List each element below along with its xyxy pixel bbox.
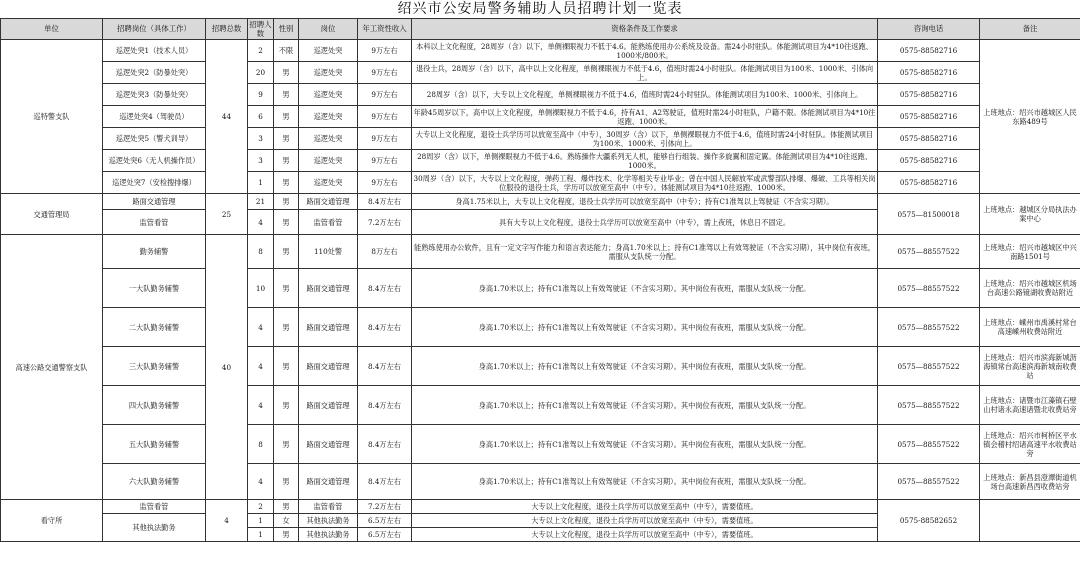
salary-cell: 9万左右 — [358, 172, 412, 194]
gender-cell: 男 — [274, 172, 299, 194]
salary-cell: 9万左右 — [358, 128, 412, 150]
count-cell: 4 — [248, 464, 274, 500]
post-cell: 巡逻处突2（防暴处突） — [103, 62, 206, 84]
header-requirements: 资格条件及工作要求 — [412, 19, 878, 40]
gender-cell: 男 — [274, 84, 299, 106]
salary-cell: 8.4万左右 — [358, 308, 412, 347]
post-cell: 二大队勤务辅警 — [103, 308, 206, 347]
post-cell: 巡逻处突4（驾驶员） — [103, 106, 206, 128]
phone-cell: 0575—88557522 — [878, 235, 980, 269]
note-cell — [980, 500, 1080, 542]
note-cell: 上班地点：绍兴市越城区中兴南路1501号 — [980, 235, 1080, 269]
station-cell: 110处警 — [299, 235, 358, 269]
page-title: 绍兴市公安局警务辅助人员招聘计划一览表 — [397, 1, 683, 17]
total-cell: 25 — [206, 194, 248, 235]
table-row — [1, 464, 1080, 500]
gender-cell: 男 — [274, 528, 299, 542]
requirements-cell: 身高1.70米以上；持有C1准驾以上有效驾驶证（不含实习期）。其中岗位有夜班，需服从支队统一分配。 — [412, 386, 878, 425]
gender-cell: 男 — [274, 106, 299, 128]
requirements-cell: 退役士兵，28周岁（含）以下，高中以上文化程度，单侧裸眼视力不低于4.6，值班时需24小时驻队。体能测试项目为100米、1000米、引体向上。 — [412, 62, 878, 84]
phone-cell: 0575—88557522 — [878, 425, 980, 464]
count-cell: 4 — [248, 308, 274, 347]
salary-cell: 8.4万左右 — [358, 425, 412, 464]
recruitment-table — [0, 18, 1080, 542]
unit-cell: 交通管理局 — [1, 194, 103, 235]
salary-cell: 6.5万左右 — [358, 514, 412, 528]
unit-cell: 巡特警支队 — [1, 40, 103, 194]
gender-cell: 男 — [274, 62, 299, 84]
post-cell: 监管看管 — [103, 500, 206, 514]
table-row — [1, 62, 1080, 84]
gender-cell: 男 — [274, 464, 299, 500]
unit-cell: 看守所 — [1, 500, 103, 542]
phone-cell: 0575—81500018 — [878, 194, 980, 235]
phone-cell: 0575-88582716 — [878, 172, 980, 194]
count-cell: 10 — [248, 269, 274, 308]
count-cell: 3 — [248, 128, 274, 150]
post-cell: 路面交通管理 — [103, 194, 206, 210]
total-cell: 4 — [206, 500, 248, 542]
count-cell: 1 — [248, 514, 274, 528]
table-row — [1, 235, 1080, 269]
salary-cell: 7.2万左右 — [358, 210, 412, 235]
post-cell: 巡逻处突3（防暴处突） — [103, 84, 206, 106]
count-cell: 20 — [248, 62, 274, 84]
salary-cell: 9万左右 — [358, 150, 412, 172]
table-row — [1, 308, 1080, 347]
post-cell: 监管看管 — [103, 210, 206, 235]
post-cell: 三大队勤务辅警 — [103, 347, 206, 386]
gender-cell: 男 — [274, 425, 299, 464]
station-cell: 巡逻处突 — [299, 172, 358, 194]
table-row — [1, 386, 1080, 425]
count-cell: 3 — [248, 150, 274, 172]
salary-cell: 9万左右 — [358, 106, 412, 128]
requirements-cell: 大专以上文化程度，退役士兵学历可以放宽至高中（中专），30周岁（含）以下，单侧裸眼视力不低于4.6，值班时需24小时驻队。体能测试项目为100米、1000米、引体向上。 — [412, 128, 878, 150]
station-cell: 巡逻处突 — [299, 62, 358, 84]
phone-cell: 0575-88582716 — [878, 106, 980, 128]
note-cell: 上班地点：新昌县澄潭街道机场台高速新昌西收费站旁 — [980, 464, 1080, 500]
header-count: 招聘人数 — [249, 19, 272, 38]
table-row — [1, 500, 1080, 514]
salary-cell: 8万左右 — [358, 235, 412, 269]
post-cell: 巡逻处突5（警犬训导） — [103, 128, 206, 150]
station-cell: 路面交通管理 — [299, 464, 358, 500]
table-row — [1, 194, 1080, 210]
note-cell: 上班地点：越城区分局执法办案中心 — [980, 194, 1080, 235]
salary-cell: 8.4万左右 — [358, 269, 412, 308]
gender-cell: 男 — [274, 235, 299, 269]
phone-cell: 0575-88582716 — [878, 40, 980, 62]
gender-cell: 男 — [274, 386, 299, 425]
salary-cell: 9万左右 — [358, 40, 412, 62]
count-cell: 8 — [248, 425, 274, 464]
station-cell: 巡逻处突 — [299, 150, 358, 172]
requirements-cell: 大专以上文化程度，退役士兵学历可以放宽至高中（中专），需要值班。 — [412, 514, 878, 528]
table-row — [1, 172, 1080, 194]
gender-cell: 女 — [274, 514, 299, 528]
header-station: 岗位 — [299, 19, 358, 40]
count-cell: 4 — [248, 210, 274, 235]
station-cell: 其他执法勤务 — [299, 514, 358, 528]
count-cell: 2 — [248, 500, 274, 514]
table-row — [1, 347, 1080, 386]
header-gender: 性别 — [274, 19, 299, 40]
requirements-cell: 身高1.75米以上，大专以上文化程度，退役士兵学历可以放宽至高中（中专）；持有C1准驾以上驾驶证（不含实习期）。 — [412, 194, 878, 210]
salary-cell: 9万左右 — [358, 84, 412, 106]
note-cell: 上班地点：绍兴市越城区人民东路489号 — [980, 40, 1080, 194]
phone-cell: 0575—88557522 — [878, 386, 980, 425]
table-row — [1, 269, 1080, 308]
phone-cell: 0575-88582716 — [878, 62, 980, 84]
station-cell: 巡逻处突 — [299, 128, 358, 150]
requirements-cell: 身高1.70米以上；持有C1准驾以上有效驾驶证（不含实习期）。其中岗位有夜班，需服从支队统一分配。 — [412, 269, 878, 308]
station-cell: 路面交通管理 — [299, 269, 358, 308]
post-cell: 巡逻处突6（无人机操作员） — [103, 150, 206, 172]
salary-cell: 6.5万左右 — [358, 528, 412, 542]
phone-cell: 0575-88582716 — [878, 150, 980, 172]
station-cell: 路面交通管理 — [299, 308, 358, 347]
note-cell: 上班地点：绍兴市越城区机场台高速公路镜湖收费站附近 — [980, 269, 1080, 308]
phone-cell: 0575-88582716 — [878, 128, 980, 150]
count-cell: 4 — [248, 386, 274, 425]
post-cell: 四大队勤务辅警 — [103, 386, 206, 425]
requirements-cell: 本科以上文化程度，28周岁（含）以下，单侧裸眼视力不低于4.6。能熟练使用办公系统及设备。需24小时驻队。体能测试项目为4*10往返跑、1000米/800米。 — [412, 40, 878, 62]
phone-cell: 0575-88582652 — [878, 500, 980, 542]
gender-cell: 男 — [274, 194, 299, 210]
gender-cell: 男 — [274, 128, 299, 150]
note-cell: 上班地点：嵊州市禹溪村常台高速嵊州收费站附近 — [980, 308, 1080, 347]
phone-cell: 0575—88557522 — [878, 269, 980, 308]
requirements-cell: 年龄45周岁以下，高中以上文化程度，单侧裸眼视力不低于4.6，持有A1、A2驾驶证，值班时需24小时驻队，户籍不限。体能测试项目为4*10往返跑、1000米。 — [412, 106, 878, 128]
requirements-cell: 身高1.70米以上；持有C1准驾以上有效驾驶证（不含实习期）。其中岗位有夜班，需服从支队统一分配。 — [412, 347, 878, 386]
note-cell: 上班地点：绍兴市柯桥区平水镇会稽村绍诸高速平水收费站旁 — [980, 425, 1080, 464]
total-cell: 44 — [206, 40, 248, 194]
gender-cell: 不限 — [274, 40, 299, 62]
requirements-cell: 大专以上文化程度，退役士兵学历可以放宽至高中（中专），需要值班。 — [412, 500, 878, 514]
unit-cell: 高速公路交通警察支队 — [1, 235, 103, 500]
salary-cell: 9万左右 — [358, 62, 412, 84]
station-cell: 路面交通管理 — [299, 194, 358, 210]
station-cell: 路面交通管理 — [299, 386, 358, 425]
station-cell: 路面交通管理 — [299, 425, 358, 464]
table-row — [1, 106, 1080, 128]
salary-cell: 8.4万左右 — [358, 347, 412, 386]
phone-cell: 0575—88557522 — [878, 308, 980, 347]
gender-cell: 男 — [274, 347, 299, 386]
station-cell: 路面交通管理 — [299, 347, 358, 386]
count-cell: 4 — [248, 347, 274, 386]
post-cell: 其他执法勤务 — [103, 514, 206, 542]
header-post: 招聘岗位（具体工作） — [103, 19, 206, 40]
note-cell: 上班地点：诸暨市江藻镇石壁山村诸永高速诸暨北收费站旁 — [980, 386, 1080, 425]
gender-cell: 男 — [274, 150, 299, 172]
gender-cell: 男 — [274, 210, 299, 235]
requirements-cell: 身高1.70米以上；持有C1准驾以上有效驾驶证（不含实习期）。其中岗位有夜班，需服从支队统一分配。 — [412, 308, 878, 347]
note-cell: 上班地点：绍兴市滨海新城沥海镇常台高速滨海新城南收费站 — [980, 347, 1080, 386]
post-cell: 巡逻处突1（技术人员） — [103, 40, 206, 62]
post-cell: 六大队勤务辅警 — [103, 464, 206, 500]
table-row — [1, 40, 1080, 62]
requirements-cell: 28周岁（含）以下，单侧裸眼视力不低于4.6。熟练操作大疆系列无人机，能够自行组装、操作多旋翼和固定翼。体能测试项目为4*10往返跑、1000米。 — [412, 150, 878, 172]
phone-cell: 0575-88582716 — [878, 84, 980, 106]
station-cell: 巡逻处突 — [299, 106, 358, 128]
post-cell: 勤务辅警 — [103, 235, 206, 269]
count-cell: 8 — [248, 235, 274, 269]
requirements-cell: 能熟练使用办公软件，且有一定文字写作能力和语言表达能力；身高1.70米以上；持有C1准驾以上有效驾驶证（不含实习期），其中岗位有夜班，需服从支队统一分配。 — [412, 235, 878, 269]
salary-cell: 8.4万左右 — [358, 464, 412, 500]
table-row — [1, 128, 1080, 150]
count-cell: 1 — [248, 172, 274, 194]
requirements-cell: 具有大专以上文化程度，退役士兵学历可以放宽至高中（中专），需上夜班，休息日不固定。 — [412, 210, 878, 235]
gender-cell: 男 — [274, 500, 299, 514]
header-row — [1, 19, 1080, 40]
station-cell: 监管看管 — [299, 500, 358, 514]
header-total: 招聘总数 — [206, 19, 248, 40]
requirements-cell: 大专以上文化程度，退役士兵学历可以放宽至高中（中专），需要值班。 — [412, 528, 878, 542]
table-row — [1, 84, 1080, 106]
count-cell: 21 — [248, 194, 274, 210]
header-note: 备注 — [980, 19, 1080, 40]
count-cell: 6 — [248, 106, 274, 128]
phone-cell: 0575—88557522 — [878, 464, 980, 500]
salary-cell: 7.2万左右 — [358, 500, 412, 514]
salary-cell: 8.4万左右 — [358, 386, 412, 425]
post-cell: 巡逻处突7（安检搜排爆） — [103, 172, 206, 194]
station-cell: 巡逻处突 — [299, 40, 358, 62]
table-row — [1, 425, 1080, 464]
station-cell: 监管看管 — [299, 210, 358, 235]
count-cell: 2 — [248, 40, 274, 62]
requirements-cell: 28周岁（含）以下，大专以上文化程度，单侧裸眼视力不低于4.6，值班时需24小时驻队。体能测试项目为100米、1000米、引体向上。 — [412, 84, 878, 106]
requirements-cell: 身高1.70米以上；持有C1准驾以上有效驾驶证（不含实习期）。其中岗位有夜班，需服从支队统一分配。 — [412, 425, 878, 464]
count-cell: 9 — [248, 84, 274, 106]
station-cell: 巡逻处突 — [299, 84, 358, 106]
table-row — [1, 150, 1080, 172]
station-cell: 其他执法勤务 — [299, 528, 358, 542]
header-salary: 年工资性收入 — [358, 19, 412, 40]
requirements-cell: 身高1.70米以上；持有C1准驾以上有效驾驶证（不含实习期）。其中岗位有夜班，需服从支队统一分配。 — [412, 464, 878, 500]
total-cell: 40 — [206, 235, 248, 500]
salary-cell: 8.4万左右 — [358, 194, 412, 210]
requirements-cell: 30周岁（含）以下，大专以上文化程度，弹药工程、爆炸技术、化学等相关专业毕业；曾在中国人民解放军或武警部队排爆、爆破、工兵等相关岗位服役的退役士兵，学历可以放宽至高中（中专）。体能测试项目为4*10往返跑、1000米。 — [412, 172, 878, 194]
post-cell: 一大队勤务辅警 — [103, 269, 206, 308]
post-cell: 五大队勤务辅警 — [103, 425, 206, 464]
header-phone: 咨询电话 — [878, 19, 980, 40]
gender-cell: 男 — [274, 269, 299, 308]
phone-cell: 0575—88557522 — [878, 347, 980, 386]
gender-cell: 男 — [274, 308, 299, 347]
header-unit: 单位 — [1, 19, 103, 40]
count-cell: 1 — [248, 528, 274, 542]
